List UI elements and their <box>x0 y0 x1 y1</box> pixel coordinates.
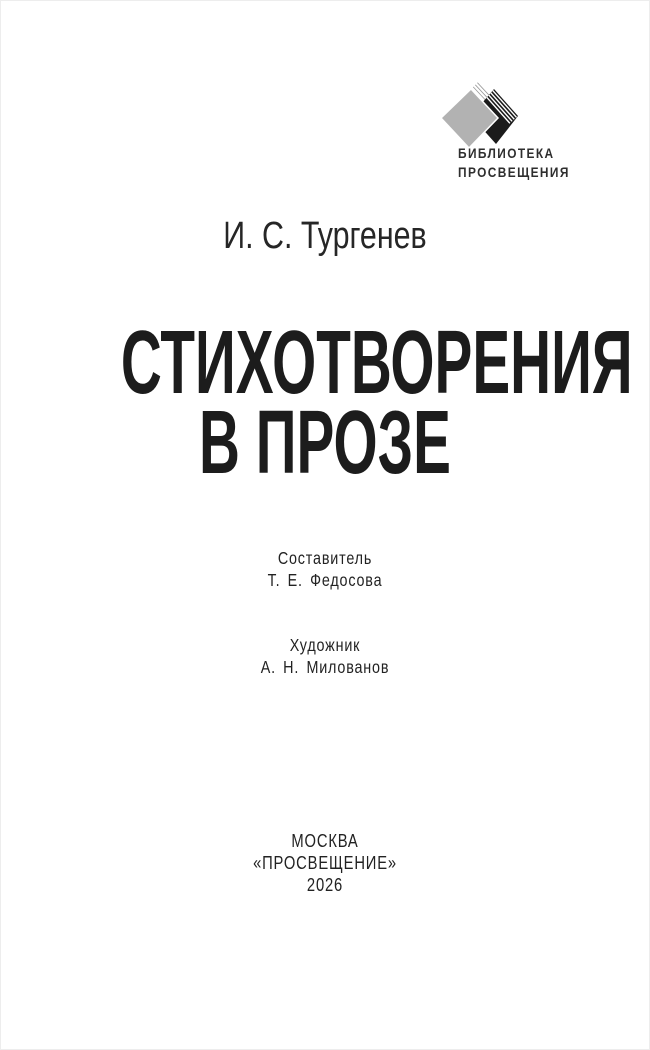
imprint-city: МОСКВА <box>291 831 359 851</box>
compiler-name: Т. Е. Федосова <box>267 570 383 590</box>
book-title-line2: В ПРОЗЕ <box>199 393 451 493</box>
compiler-credit <box>59 547 590 591</box>
book-title <box>120 313 633 493</box>
imprint <box>59 830 590 896</box>
publisher-logo-line2: ПРОСВЕЩЕНИЯ <box>458 164 570 180</box>
publisher-logo-line1: БИБЛИОТЕКА <box>458 146 555 161</box>
artist-name: А. Н. Милованов <box>260 657 390 677</box>
books-logo-icon <box>438 81 530 153</box>
artist-credit <box>59 634 590 678</box>
imprint-publisher: «ПРОСВЕЩЕНИЕ» <box>253 853 397 873</box>
book-title-line1: СТИХОТВОРЕНИЯ <box>120 313 633 413</box>
imprint-year: 2026 <box>306 875 344 895</box>
publisher-logo-text <box>458 145 599 182</box>
artist-role: Художник <box>289 635 361 655</box>
compiler-role: Составитель <box>277 548 373 568</box>
author-name: И. С. Тургенев <box>223 215 427 257</box>
